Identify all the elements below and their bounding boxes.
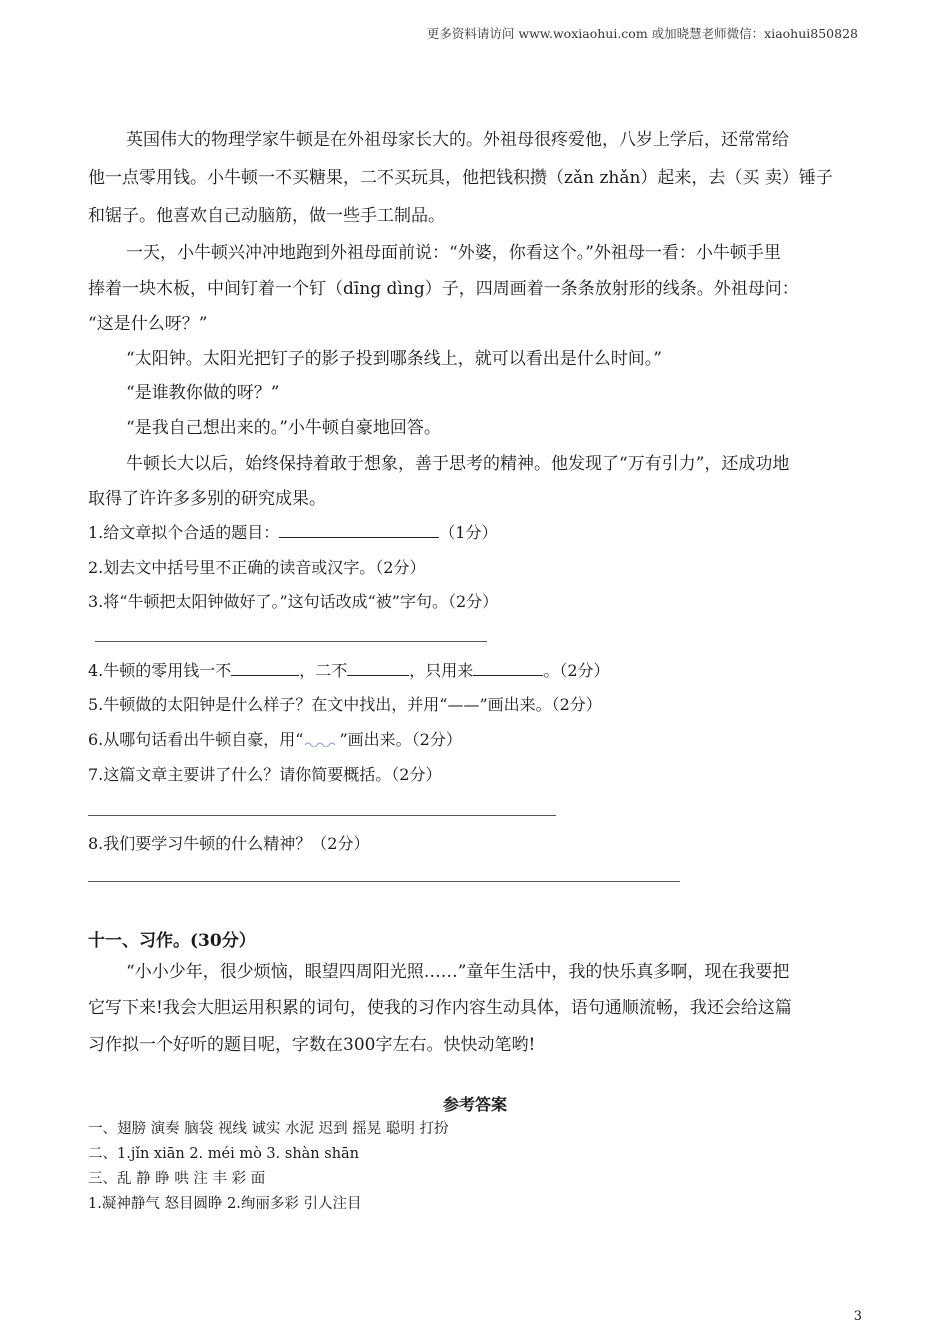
- passage-line: 取得了许许多多别的研究成果。: [88, 489, 326, 509]
- passage-line: 和锯子。他喜欢自己动脑筋，做一些手工制品。: [88, 206, 445, 226]
- question-7: 7.这篇文章主要讲了什么？请你简要概括。（2分）: [88, 765, 442, 784]
- question-1-text: 1.给文章拟个合适的题目：: [88, 523, 280, 542]
- question-2: 2.划去文中括号里不正确的读音或汉字。（2分）: [88, 558, 426, 577]
- answer-line[interactable]: [88, 815, 556, 816]
- question-8: 8.我们要学习牛顿的什么精神？（2分）: [88, 834, 370, 853]
- passage-line: 英国伟大的物理学家牛顿是在外祖母家长大的。外祖母很疼爱他，八岁上学后，还常常给: [126, 130, 789, 150]
- answer-line: 一、翅膀 演奏 脑袋 视线 诚实 水泥 迟到 摇晃 聪明 打扮: [88, 1121, 449, 1137]
- answer-blank[interactable]: [279, 536, 439, 538]
- question-4-part-c: ，只用来: [409, 661, 474, 680]
- composition-line: 它写下来!我会大胆运用积累的词句，使我的习作内容生动具体，语句通顺流畅，我还会给这篇: [88, 998, 792, 1018]
- question-1: [88, 520, 497, 543]
- question-6-part-a: 6.从哪句话看出牛顿自豪，用“: [88, 730, 304, 749]
- page-number: 3: [853, 1309, 862, 1324]
- question-5: 5.牛顿做的太阳钟是什么样子？在文中找出，并用“——”画出来。（2分）: [88, 695, 602, 714]
- composition-title: 十一、习作。(30分）: [88, 931, 256, 951]
- passage-line: “这是什么呀？”: [88, 314, 208, 334]
- answers-title: 参考答案: [442, 1095, 507, 1114]
- question-4-part-a: 4.牛顿的零用钱一不: [88, 661, 232, 680]
- answer-line[interactable]: [88, 881, 680, 882]
- question-4-part-b: ，二不: [299, 661, 348, 680]
- answer-line: 三、乱 静 睁 哄 注 丰 彩 面: [88, 1171, 266, 1187]
- answer-line: 1.凝神静气 怒目圆睁 2.绚丽多彩 引人注目: [88, 1196, 362, 1212]
- question-4-score: 。（2分）: [543, 661, 610, 680]
- question-1-score: （1分）: [439, 523, 498, 542]
- answer-line[interactable]: [95, 641, 487, 642]
- passage-line: “是谁教你做的呀？”: [126, 383, 280, 403]
- question-3: 3.将“牛顿把太阳钟做好了。”这句话改成“被”字句。（2分）: [88, 592, 499, 611]
- question-4: [88, 658, 610, 681]
- passage-line: 一天，小牛顿兴冲冲地跑到外祖母面前说：“外婆，你看这个。”外祖母一看：小牛顿手里: [126, 243, 781, 263]
- passage-line: 他一点零用钱。小牛顿一不买糖果，二不买玩具，他把钱积攒（zǎn zhǎn）起来，去（买 卖）锤子: [88, 168, 833, 188]
- passage-line: 捧着一块木板，中间钉着一个钉（dīng dìng）子，四周画着一条条放射形的线条。外祖母问：: [88, 279, 799, 299]
- composition-line: “小小少年，很少烦恼，眼望四周阳光照……”童年生活中，我的快乐真多啊，现在我要把: [126, 962, 790, 982]
- wavy-underline-icon: [303, 737, 339, 747]
- passage-line: 牛顿长大以后，始终保持着敢于想象，善于思考的精神。他发现了“万有引力”，还成功地: [126, 454, 790, 474]
- passage-line: “太阳钟。太阳光把钉子的影子投到哪条线上，就可以看出是什么时间。”: [126, 349, 662, 369]
- answer-blank[interactable]: [347, 674, 409, 676]
- answer-line: 二、1.jǐn xiān 2. méi mò 3. shàn shān: [88, 1146, 360, 1162]
- question-6: [88, 727, 462, 750]
- page-header: 更多资料请访问 www.woxiaohui.com 或加晓慧老师微信：xiaohui850828: [426, 26, 858, 41]
- composition-line: 习作拟一个好听的题目呢，字数在300字左右。快快动笔哟!: [88, 1035, 536, 1055]
- question-6-part-b: ”画出来。（2分）: [339, 730, 462, 749]
- answer-blank[interactable]: [473, 674, 543, 676]
- passage-line: “是我自己想出来的。”小牛顿自豪地回答。: [126, 418, 441, 438]
- answer-blank[interactable]: [231, 674, 299, 676]
